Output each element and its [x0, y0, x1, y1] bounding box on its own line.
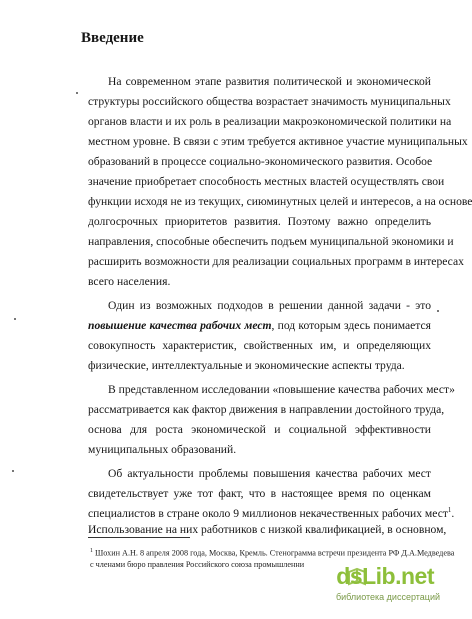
- body-line: функции исходя не из текущих, сиюминутных целей и интересов, а на основе: [88, 195, 472, 208]
- body-line: Использование на них работников с низкой квалификацией, в основном,: [88, 523, 447, 536]
- footnote-line: с членами бюро правления Российского союза промышленни: [90, 560, 305, 569]
- scan-speck: [14, 318, 16, 320]
- body-line: Об актуальности проблемы повышения качества рабочих мест: [108, 467, 431, 480]
- body-line: [88, 506, 455, 521]
- footnote-text: Шохин А.Н. 8 апреля 2008 года, Москва, Кремль. Стенограмма встречи президента РФ Д.А.Медведева: [95, 548, 455, 558]
- body-line: всего населения.: [88, 275, 171, 288]
- body-line: расширить возможности для реализации социальных программ в интересах: [88, 255, 464, 268]
- body-line: направления, способные обеспечить подъем муниципальной экономики и: [88, 235, 454, 248]
- page-title: Введение: [81, 30, 144, 46]
- scan-speck: [12, 470, 14, 472]
- body-line: муниципальных образований.: [88, 443, 237, 456]
- footnote-line: [90, 546, 455, 559]
- body-line: основа для роста экономической и социальной эффективности: [88, 423, 431, 436]
- watermark-domain: dsLib.net: [336, 563, 434, 589]
- body-text-run: .: [451, 507, 455, 520]
- footnote-number: 1: [90, 548, 93, 554]
- body-line: рассматривается как фактор движения в направлении достойного труда,: [88, 403, 445, 416]
- body-line: В представленном исследовании «повышение качества рабочих мест»: [108, 383, 455, 396]
- body-text-run: специалистов в стране около 9 миллионов некачественных рабочих мест: [88, 507, 448, 520]
- scan-speck: [76, 92, 78, 94]
- key-term: повышение качества рабочих мест: [88, 319, 272, 332]
- scan-speck: [437, 310, 439, 312]
- footnote-divider: [88, 537, 190, 538]
- body-line: свидетельствует уже тот факт, что в настоящее время по оценкам: [88, 487, 431, 500]
- watermark-subtitle: библиотека диссертаций: [335, 592, 440, 602]
- body-line: местном уровне. В связи с этим требуется активное участие муниципальных: [88, 135, 468, 148]
- body-line: значение приобретает способность местных властей осуществлять свои: [88, 175, 445, 188]
- body-line: На современном этапе развития политической и экономической: [108, 75, 431, 88]
- body-line: [88, 318, 431, 333]
- body-line: образований в процессе социально-экономического развития. Особое: [88, 155, 433, 168]
- body-line: Один из возможных подходов в решении данной задачи - это: [108, 299, 431, 312]
- footnote-reference[interactable]: 1: [447, 506, 452, 515]
- body-line: органов власти и их роль в реализации макроэкономической политики на: [88, 115, 452, 128]
- watermark: [320, 563, 444, 611]
- body-line: совокупность характеристик, свойственных им, и определяющих: [88, 339, 431, 352]
- body-line: долгосрочных приоритетов развития. Поэтому важно определить: [88, 215, 431, 228]
- body-line: физические, интеллектуальные и экономические аспекты труда.: [88, 359, 405, 372]
- body-line: структуры российского общества возрастает значимость муниципальных: [88, 95, 451, 108]
- body-text-run: , под которым здесь понимается: [271, 319, 431, 332]
